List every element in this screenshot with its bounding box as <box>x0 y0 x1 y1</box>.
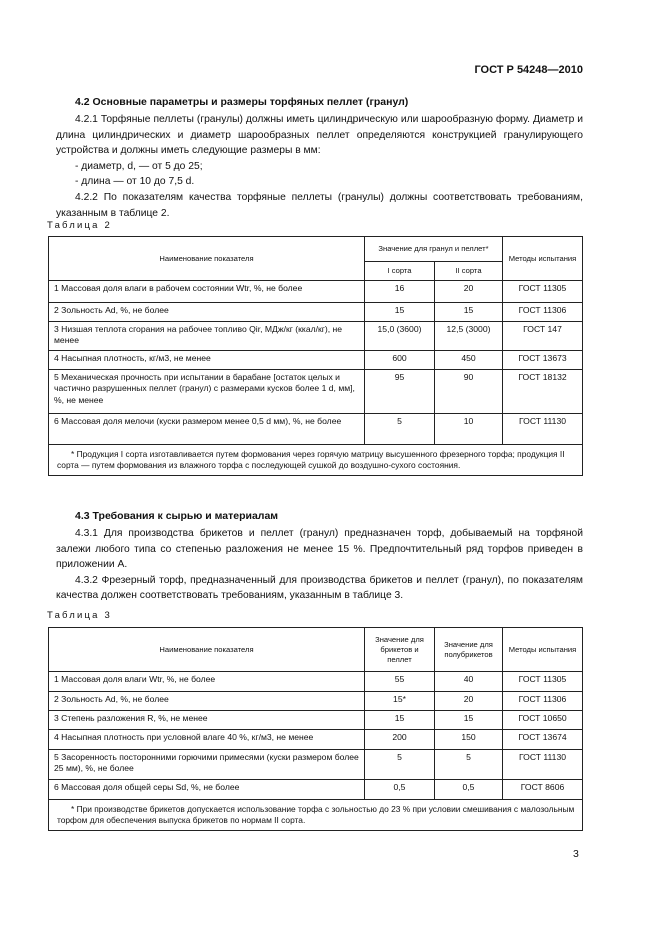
table-2-row-3-name: 3 Низшая теплота сгорания на рабочее топливо Qir, МДж/кг (ккал/кг), не менее <box>49 322 365 351</box>
diameter-item: - диаметр, d, — от 5 до 25; <box>75 160 203 172</box>
table-row <box>49 730 583 750</box>
table-2-row-3-method: ГОСТ 147 <box>503 322 583 351</box>
table-3-row-1-method: ГОСТ 11305 <box>503 672 583 692</box>
table-2-row-5-grade-2: 90 <box>435 370 503 414</box>
table-2-header-value: Значение для гранул и пеллет* <box>365 237 503 262</box>
table-3-row-2-name: 2 Зольность Ad, %, не более <box>49 692 365 711</box>
table-3-row-4-name: 4 Насыпная плотность при условной влаге 40 %, кг/м3, не менее <box>49 730 365 750</box>
table-2-row-4-name: 4 Насыпная плотность, кг/м3, не менее <box>49 351 365 370</box>
table-3-row-5-name: 5 Засоренность посторонними горючими примесями (куски размером более 25 мм), %, не более <box>49 750 365 780</box>
paragraph-4-3-1: 4.3.1 Для производства брикетов и пеллет (гранул) предназначен торф, добываемый на торфяной залежи любого типа со степенью разложения не менее 15 %. Предпочтительный ряд торфов приведен в приложении А. <box>56 528 583 571</box>
table-3-row-5-value-1: 5 <box>365 750 435 780</box>
table-2-row-6-name: 6 Массовая доля мелочи (куски размером менее 0,5 d мм), %, не более <box>49 414 365 445</box>
table-row <box>49 370 583 414</box>
table-3 <box>48 627 583 831</box>
table-row <box>49 303 583 322</box>
table-3-row-2-method: ГОСТ 11306 <box>503 692 583 711</box>
table-3-row-3-value-1: 15 <box>365 711 435 730</box>
table-2-row-3-grade-1: 15,0 (3600) <box>365 322 435 351</box>
table-2-header-grade-2: II сорта <box>435 262 503 281</box>
table-3-header-semibriquettes: Значение для полубрикетов <box>435 628 503 672</box>
table-row <box>49 780 583 800</box>
table-2-row-5-grade-1: 95 <box>365 370 435 414</box>
table-3-header-methods: Методы испытания <box>503 628 583 672</box>
table-2-footnote <box>49 445 583 476</box>
table-2-row-1-grade-2: 20 <box>435 281 503 303</box>
table-3-row-6-value-2: 0,5 <box>435 780 503 800</box>
table-3-row-2-value-2: 20 <box>435 692 503 711</box>
table-3-header-indicator: Наименование показателя <box>49 628 365 672</box>
table-3-row-5-value-2: 5 <box>435 750 503 780</box>
table-2-row-1-grade-1: 16 <box>365 281 435 303</box>
section-4-2-heading: 4.2 Основные параметры и размеры торфяных пеллет (гранул) <box>75 96 409 108</box>
table-3-row-4-value-1: 200 <box>365 730 435 750</box>
table-2-row-6-grade-2: 10 <box>435 414 503 445</box>
table-3-row-6-method: ГОСТ 8606 <box>503 780 583 800</box>
standard-header: ГОСТ Р 54248—2010 <box>474 64 583 76</box>
table-2-row-1-name: 1 Массовая доля влаги в рабочем состоянии Wtr, %, не более <box>49 281 365 303</box>
table-3-row-6-value-1: 0,5 <box>365 780 435 800</box>
paragraph-4-3-2: 4.3.2 Фрезерный торф, предназначенный для производства брикетов и пеллет (гранул), по показателям качества должен соответствовать требованиям, указанным в таблице 3. <box>56 574 583 602</box>
page-number: 3 <box>573 848 579 860</box>
table-2-row-5-method: ГОСТ 18132 <box>503 370 583 414</box>
table-2-row-5-name: 5 Механическая прочность при испытании в барабане [остаток целых и частично разрушенных пеллет (гранул) с размерами кусков более 1 d, мм], %, не менее <box>49 370 365 414</box>
table-2-header-methods: Методы испытания <box>503 237 583 281</box>
table-2-row-1-method: ГОСТ 11305 <box>503 281 583 303</box>
table-3-row-3-value-2: 15 <box>435 711 503 730</box>
table-2-row-4-grade-1: 600 <box>365 351 435 370</box>
table-3-row-4-value-2: 150 <box>435 730 503 750</box>
table-2-row-2-name: 2 Зольность Ad, %, не более <box>49 303 365 322</box>
table-2-row-2-grade-1: 15 <box>365 303 435 322</box>
table-3-header-briquettes: Значение для брикетов и пеллет <box>365 628 435 672</box>
table-3-row-1-value-2: 40 <box>435 672 503 692</box>
table-row <box>49 672 583 692</box>
table-row <box>49 750 583 780</box>
table-2-row-2-grade-2: 15 <box>435 303 503 322</box>
table-2-caption: Таблица 2 <box>47 220 112 231</box>
table-3-row-3-method: ГОСТ 10650 <box>503 711 583 730</box>
table-row <box>49 414 583 445</box>
table-row <box>49 351 583 370</box>
table-3-row-6-name: 6 Массовая доля общей серы Sd, %, не более <box>49 780 365 800</box>
table-3-footnote <box>49 800 583 831</box>
table-2-header-grade-1: I сорта <box>365 262 435 281</box>
table-3-caption: Таблица 3 <box>47 610 112 621</box>
table-2-row-6-grade-1: 5 <box>365 414 435 445</box>
table-3-row-4-method: ГОСТ 13674 <box>503 730 583 750</box>
table-2-row-4-grade-2: 450 <box>435 351 503 370</box>
table-2-row-2-method: ГОСТ 11306 <box>503 303 583 322</box>
table-3-row-5-method: ГОСТ 11130 <box>503 750 583 780</box>
table-2-row-6-method: ГОСТ 11130 <box>503 414 583 445</box>
table-3-footnote-text: * При производстве брикетов допускается использование торфа с зольностью до 23 % при условии смешивания с малозольным торфом для обеспечения выпуска брикетов по нормам II сорта. <box>57 804 575 825</box>
table-row <box>49 692 583 711</box>
paragraph-4-2-1: 4.2.1 Торфяные пеллеты (гранулы) должны иметь цилиндрическую или шарообразную форму. Диаметр и длина цилиндрических и диаметр шарообразных пеллет определяются конструкцией гранулирующего устройства и должны иметь следующие размеры в мм: <box>56 114 583 157</box>
section-4-2-body <box>56 112 583 221</box>
table-3-row-1-name: 1 Массовая доля влаги Wtr, %, не более <box>49 672 365 692</box>
table-row <box>49 322 583 351</box>
length-item: - длина — от 10 до 7,5 d. <box>75 176 195 188</box>
table-3-row-3-name: 3 Степень разложения R, %, не менее <box>49 711 365 730</box>
table-3-row-1-value-1: 55 <box>365 672 435 692</box>
table-row <box>49 711 583 730</box>
table-3-row-2-value-1: 15* <box>365 692 435 711</box>
table-2-row-4-method: ГОСТ 13673 <box>503 351 583 370</box>
section-4-3-body <box>56 526 583 604</box>
section-4-3-heading: 4.3 Требования к сырью и материалам <box>75 510 279 522</box>
paragraph-4-2-2: 4.2.2 По показателям качества торфяные пеллеты (гранулы) должны соответствовать требованиям, указанным в таблице 2. <box>56 191 583 219</box>
table-2-header-indicator: Наименование показателя <box>49 237 365 281</box>
table-row <box>49 281 583 303</box>
table-2 <box>48 236 583 476</box>
table-2-row-3-grade-2: 12,5 (3000) <box>435 322 503 351</box>
table-2-footnote-text: * Продукция I сорта изготавливается путем формования через горячую матрицу высушенного фрезерного торфа; продукция II сорта — путем формования из влажного торфа с последующей сушкой до воздушно-сухого состояния. <box>57 449 565 470</box>
